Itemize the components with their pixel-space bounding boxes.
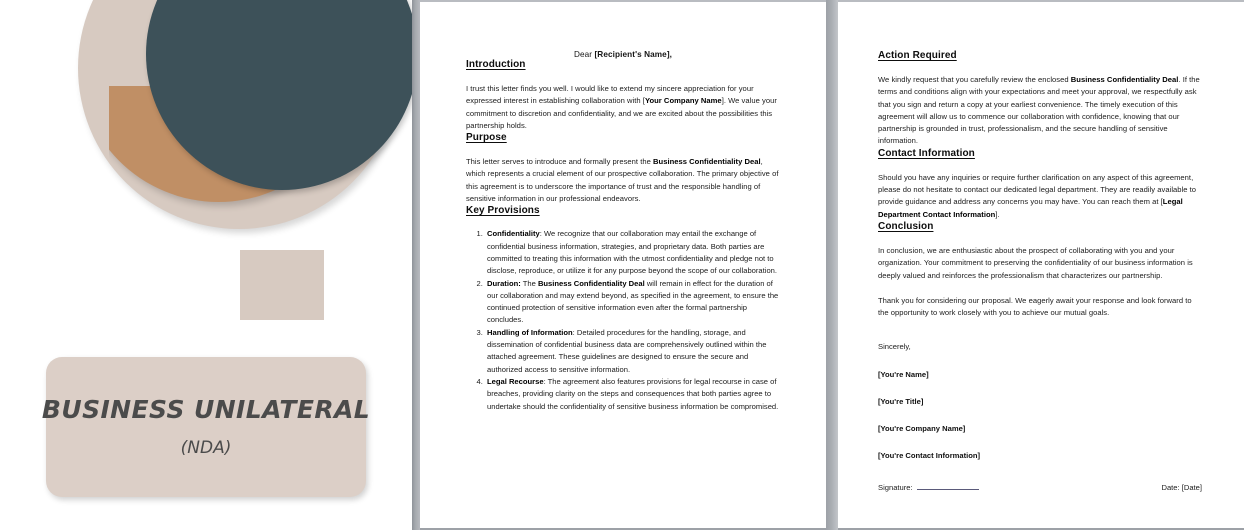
salutation-placeholder: [Recipient's Name], <box>594 50 673 59</box>
signer-contact-placeholder: [You're Contact Information] <box>878 451 981 461</box>
closing-page <box>838 0 1244 530</box>
provision-label: Duration: <box>487 278 521 288</box>
heading-introduction: Introduction <box>466 59 526 70</box>
date-label: Date: <box>1161 483 1182 493</box>
action-text-post: . If the terms and conditions align with your expectations and meet your approval, we respectfully ask that you sign and return a copy at your earliest convenience. The timely execution of this agreement will allow us to commence our collaboration with confidence, knowing that our partnership is grounded in trust, professionalism, and the secure handling of sensitive information. <box>878 75 1200 146</box>
closing-page-content <box>878 2 1202 530</box>
list-item <box>485 327 780 376</box>
cover-decorative-rings <box>0 0 412 340</box>
sincerely-line: Sincerely, <box>878 342 911 352</box>
paragraph-conclusion-1: In conclusion, we are enthusiastic about the prospect of collaborating with you and your organization. Your commitment to preserving the confidentiality of our business information is deeply valued and reinforces the professionalism that characterizes our partnership. <box>878 245 1193 280</box>
signature-underline[interactable] <box>917 488 979 490</box>
provision-text-post: will remain in effect for the duration of our collaboration and may extend beyond, as specified in the agreement, to ensure the continued protection of sensitive information even after the formal partnership concludes. <box>487 278 779 325</box>
paragraph-purpose <box>466 156 780 205</box>
salutation-prefix: Dear <box>573 50 595 59</box>
signer-company-placeholder: [You're Company Name] <box>878 423 966 433</box>
provision-label: Legal Recourse <box>487 376 544 386</box>
purpose-text-pre: This letter serves to introduce and formally present the <box>466 157 654 167</box>
cover-title-box <box>41 357 371 497</box>
signature-block <box>878 341 1202 494</box>
paragraph-introduction <box>466 83 780 132</box>
cover-page <box>0 0 412 530</box>
provision-label: Handling of Information <box>487 327 573 337</box>
provision-separator: : <box>543 376 548 386</box>
heading-contact-information: Contact Information <box>878 147 975 159</box>
paragraph-action-required <box>878 74 1202 148</box>
provision-text-pre: The <box>522 278 538 288</box>
action-text-pre: We kindly request that you carefully review the enclosed <box>878 75 1071 84</box>
signature-date-row <box>878 482 1202 494</box>
provision-text-bold: Business Confidentiality Deal <box>537 278 645 288</box>
key-provisions-list <box>466 228 780 412</box>
cover-subtitle: (NDA) <box>180 437 232 458</box>
intro-text-pre: I trust this letter finds you well. I would like to extend my sincere appreciation for your expressed interest in establishing collaboration with [ <box>466 84 754 106</box>
provision-text: The agreement also features provisions for legal recourse in case of breaches, providing clarity on the steps and consequences that both parties agree to undertake should the confidentiality of sensitive business information be compromised. <box>487 376 779 411</box>
signer-name-placeholder: [You're Name] <box>878 369 929 379</box>
intro-text-post: ]. We value your commitment to discretion and confidentiality, and we are excited about the possibilities this partnership holds. <box>466 96 777 130</box>
paragraph-contact-information <box>878 172 1202 221</box>
cover-title: BUSINESS UNILATERAL <box>41 395 371 425</box>
provision-label: Confidentiality <box>487 229 540 239</box>
page-gutter-divider <box>826 0 838 530</box>
purpose-text-post: , which represents a crucial element of our prospective collaboration. The primary objective of this agreement is to underscore the importance of trust and the responsible handling of sensitive information in our professional endeavors. <box>466 157 779 204</box>
letter-body-page <box>420 0 826 530</box>
purpose-text-bold: Business Confidentiality Deal <box>653 157 761 167</box>
page-gutter-divider <box>412 0 420 530</box>
action-text-bold: Business Confidentiality Deal <box>1070 75 1179 84</box>
contact-text-post: ]. <box>995 209 1000 219</box>
provision-text: Detailed procedures for the handling, storage, and dissemination of confidential business data are comprehensively outlined within the attached agreement. These guidelines are designed to ensure the secure and authorized access to sensitive information. <box>487 327 767 374</box>
provision-text: We recognize that our collaboration may entail the exchange of confidential business information, strategies, and proprietary data. Both parties are committed to treating this information with the utmost confidentiality and pledge not to disclose, reproduce, or utilize it for any purpose beyond the scope of our collaboration. <box>487 229 777 276</box>
list-item <box>485 278 780 327</box>
list-item <box>485 376 780 413</box>
letter-body-content <box>466 2 780 530</box>
signer-title-placeholder: [You're Title] <box>878 396 924 406</box>
heading-action-required: Action Required <box>878 50 957 61</box>
paragraph-conclusion-2: Thank you for considering our proposal. We eagerly await your response and look forward to the opportunity to work closely with you to achieve our mutual goals. <box>878 295 1192 318</box>
signature-label: Signature: <box>878 483 913 493</box>
contact-text-bold: Legal Department Contact Information <box>878 197 1183 219</box>
contact-text-pre: Should you have any inquiries or require further clarification on any aspect of this agreement, please do not hesitate to contact our dedicated legal department. They are readily available to provide guidance and address any concerns you may have. You can reach them at [ <box>878 172 1197 207</box>
heading-conclusion: Conclusion <box>878 220 934 232</box>
intro-text-bold: Your Company Name <box>644 96 722 106</box>
provision-separator: : <box>539 229 544 239</box>
salutation <box>466 50 780 59</box>
signature-field[interactable] <box>878 482 979 494</box>
heading-purpose: Purpose <box>466 132 507 144</box>
list-item <box>485 228 780 277</box>
date-field[interactable] <box>1161 482 1202 494</box>
provision-separator: : <box>572 327 577 337</box>
date-value: [Date] <box>1181 483 1202 493</box>
heading-key-provisions: Key Provisions <box>466 205 540 217</box>
